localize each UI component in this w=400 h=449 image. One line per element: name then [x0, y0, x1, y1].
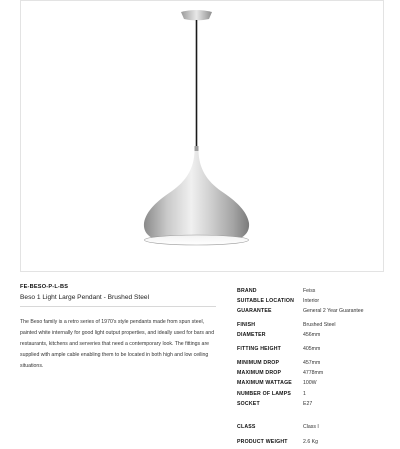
spec-label: MAXIMUM WATTAGE	[237, 380, 292, 386]
product-info	[20, 284, 216, 372]
spec-row	[237, 358, 387, 368]
title-divider	[20, 306, 216, 307]
lamp-shade	[144, 151, 249, 241]
product-description: The Beso family is a retro series of 1970's style pendants made from spun steel, painted white internally for good light output properties, and ideally used for bars and restaurants, kitchens and serveries that need a contemporary look. The fittings are supplied with ample cable enabling them to be located in both high and low ceiling situations.	[20, 319, 215, 369]
spec-value: 2.6 Kg	[303, 439, 318, 445]
spec-label: GUARANTEE	[237, 308, 272, 314]
pendant-lamp-image	[21, 1, 385, 273]
spec-value: 100W	[303, 380, 317, 386]
lamp-shade-rim	[145, 235, 249, 245]
spec-label: SUITABLE LOCATION	[237, 298, 295, 304]
spec-value: 405mm	[303, 346, 321, 352]
spec-row	[237, 399, 387, 409]
spec-row	[237, 296, 387, 306]
spec-label: MINIMUM DROP	[237, 360, 280, 366]
spec-label: PRODUCT WEIGHT	[237, 439, 288, 445]
product-title: Beso 1 Light Large Pendant - Brushed Steel	[20, 294, 150, 301]
spec-value: General 2 Year Guarantee	[303, 308, 364, 314]
spec-value: 456mm	[303, 332, 321, 338]
spec-row	[237, 368, 387, 378]
spec-label: DIAMETER	[237, 332, 266, 338]
spec-label: SOCKET	[237, 401, 260, 407]
spec-value: 457mm	[303, 360, 321, 366]
spec-label: FINISH	[237, 322, 256, 328]
spec-row	[237, 378, 387, 388]
spec-row	[237, 320, 387, 330]
spec-row	[237, 389, 387, 399]
spec-value: Brushed Steel	[303, 322, 336, 328]
product-sku: FE-BESO-P-L-BS	[20, 284, 69, 290]
spec-row	[237, 344, 387, 354]
spec-row	[237, 330, 387, 340]
spec-label: CLASS	[237, 424, 256, 430]
spec-value: E27	[303, 401, 313, 407]
spec-value: 4778mm	[303, 370, 324, 376]
spec-value: Feiss	[303, 288, 316, 294]
spec-row	[237, 422, 387, 432]
spec-row	[237, 306, 387, 316]
spec-value: Class I	[303, 424, 319, 430]
product-image-frame	[20, 0, 384, 272]
spec-label: FITTING HEIGHT	[237, 346, 282, 352]
spec-row	[237, 286, 387, 296]
spec-row	[237, 437, 387, 447]
spec-label: NUMBER OF LAMPS	[237, 391, 292, 397]
spec-value: 1	[303, 391, 306, 397]
spec-value: Interior	[303, 298, 320, 304]
spec-label: BRAND	[237, 288, 257, 294]
spec-label: MAXIMUM DROP	[237, 370, 282, 376]
ceiling-canopy	[181, 10, 212, 21]
